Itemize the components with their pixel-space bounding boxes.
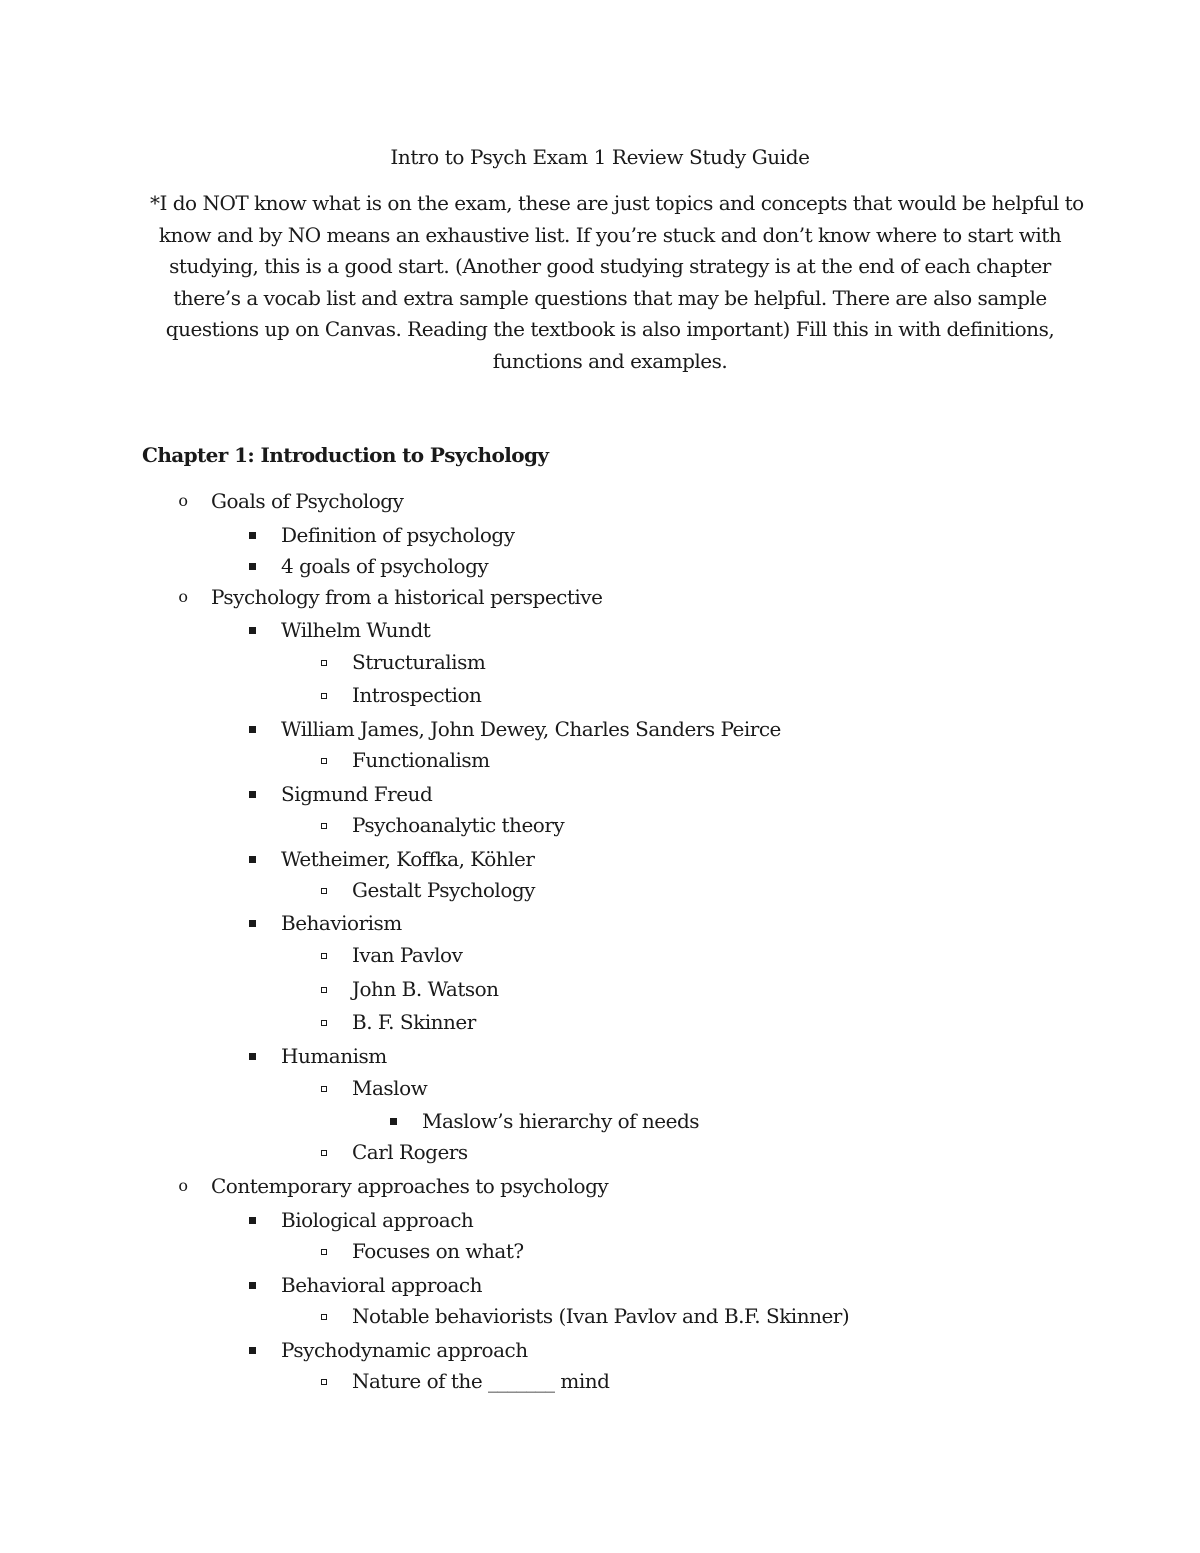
outline-item <box>0 779 1200 809</box>
outline-item <box>0 974 1200 1004</box>
outline-item-label: Definition of psychology <box>281 523 515 547</box>
outline-item-label: Carl Rogers <box>352 1140 468 1164</box>
outline-item-label: Gestalt Psychology <box>352 878 535 902</box>
outline-item <box>0 940 1200 970</box>
outline-item <box>0 714 1200 744</box>
outline-item-label: Humanism <box>281 1044 387 1068</box>
outline-item <box>0 1137 1200 1167</box>
chapter-heading: Chapter 1: Introduction to Psychology <box>142 443 549 467</box>
outline-item <box>0 1270 1200 1300</box>
outline-item <box>0 1236 1200 1266</box>
outline-item <box>0 1106 1200 1136</box>
intro-line: know and by NO means an exhaustive list. If you’re stuck and don’t know where to start with <box>158 222 1062 247</box>
outline-item-label: Functionalism <box>352 748 490 772</box>
outline-item-label: Wilhelm Wundt <box>281 618 431 642</box>
outline-item <box>0 1335 1200 1365</box>
outline-item <box>0 486 1200 516</box>
outline-item-label: 4 goals of psychology <box>281 554 489 578</box>
outline-item <box>0 551 1200 581</box>
circle-bullet-icon: o <box>178 491 188 510</box>
intro-line: functions and examples. <box>492 348 728 373</box>
outline-item <box>0 908 1200 938</box>
outline-item <box>0 810 1200 840</box>
outline-item-label: Goals of Psychology <box>211 489 404 513</box>
outline-item-label: Behavioral approach <box>281 1273 482 1297</box>
outline-item-label: John B. Watson <box>352 977 499 1001</box>
outline-item <box>0 1366 1200 1396</box>
outline-item-label: Ivan Pavlov <box>352 943 463 967</box>
outline-item-label: Structuralism <box>352 650 486 674</box>
outline-item-label: Notable behaviorists (Ivan Pavlov and B.F. Skinner) <box>352 1304 850 1328</box>
intro-paragraph <box>150 188 1084 378</box>
outline-item-label: Contemporary approaches to psychology <box>211 1174 609 1198</box>
outline-item <box>0 520 1200 550</box>
outline-item-label: Biological approach <box>281 1208 474 1232</box>
outline-item <box>0 875 1200 905</box>
outline-item-label: Psychology from a historical perspective <box>211 585 603 609</box>
outline-item <box>0 1171 1200 1201</box>
outline-item-label: William James, John Dewey, Charles Sanders Peirce <box>281 717 781 741</box>
outline-item-label: Maslow’s hierarchy of needs <box>422 1109 700 1133</box>
outline-item-label: Psychoanalytic theory <box>352 813 565 837</box>
outline-item-label: Behaviorism <box>281 911 402 935</box>
circle-bullet-icon: o <box>178 587 188 606</box>
outline-item <box>0 647 1200 677</box>
intro-line: studying, this is a good start. (Another good studying strategy is at the end of each chapter <box>169 254 1051 279</box>
outline-item-label: Maslow <box>352 1076 428 1100</box>
outline-item <box>0 844 1200 874</box>
outline-item <box>0 745 1200 775</box>
intro-line: questions up on Canvas. Reading the textbook is also important) Fill this in with definitions, <box>165 317 1055 342</box>
outline-item <box>0 582 1200 612</box>
outline-item-label: Sigmund Freud <box>281 782 433 806</box>
circle-bullet-icon: o <box>178 1176 188 1195</box>
outline-item <box>0 1007 1200 1037</box>
intro-line: there’s a vocab list and extra sample questions that may be helpful. There are also sample <box>173 285 1047 310</box>
document-title: Intro to Psych Exam 1 Review Study Guide <box>390 145 810 169</box>
intro-line: *I do NOT know what is on the exam, these are just topics and concepts that would be helpful to <box>150 191 1084 215</box>
outline-item-label: Psychodynamic approach <box>281 1338 528 1362</box>
outline-item <box>0 615 1200 645</box>
outline-item <box>0 1073 1200 1103</box>
outline-item-label: Wetheimer, Koffka, Köhler <box>281 847 535 871</box>
outline-item <box>0 1041 1200 1071</box>
outline-item <box>0 1301 1200 1331</box>
outline-item-label: Introspection <box>352 683 482 707</box>
outline-item <box>0 1205 1200 1235</box>
outline-item-label: B. F. Skinner <box>352 1010 476 1034</box>
outline-item-label: Focuses on what? <box>352 1239 524 1263</box>
outline-item <box>0 680 1200 710</box>
outline-item-label: Nature of the _______ mind <box>352 1369 610 1393</box>
